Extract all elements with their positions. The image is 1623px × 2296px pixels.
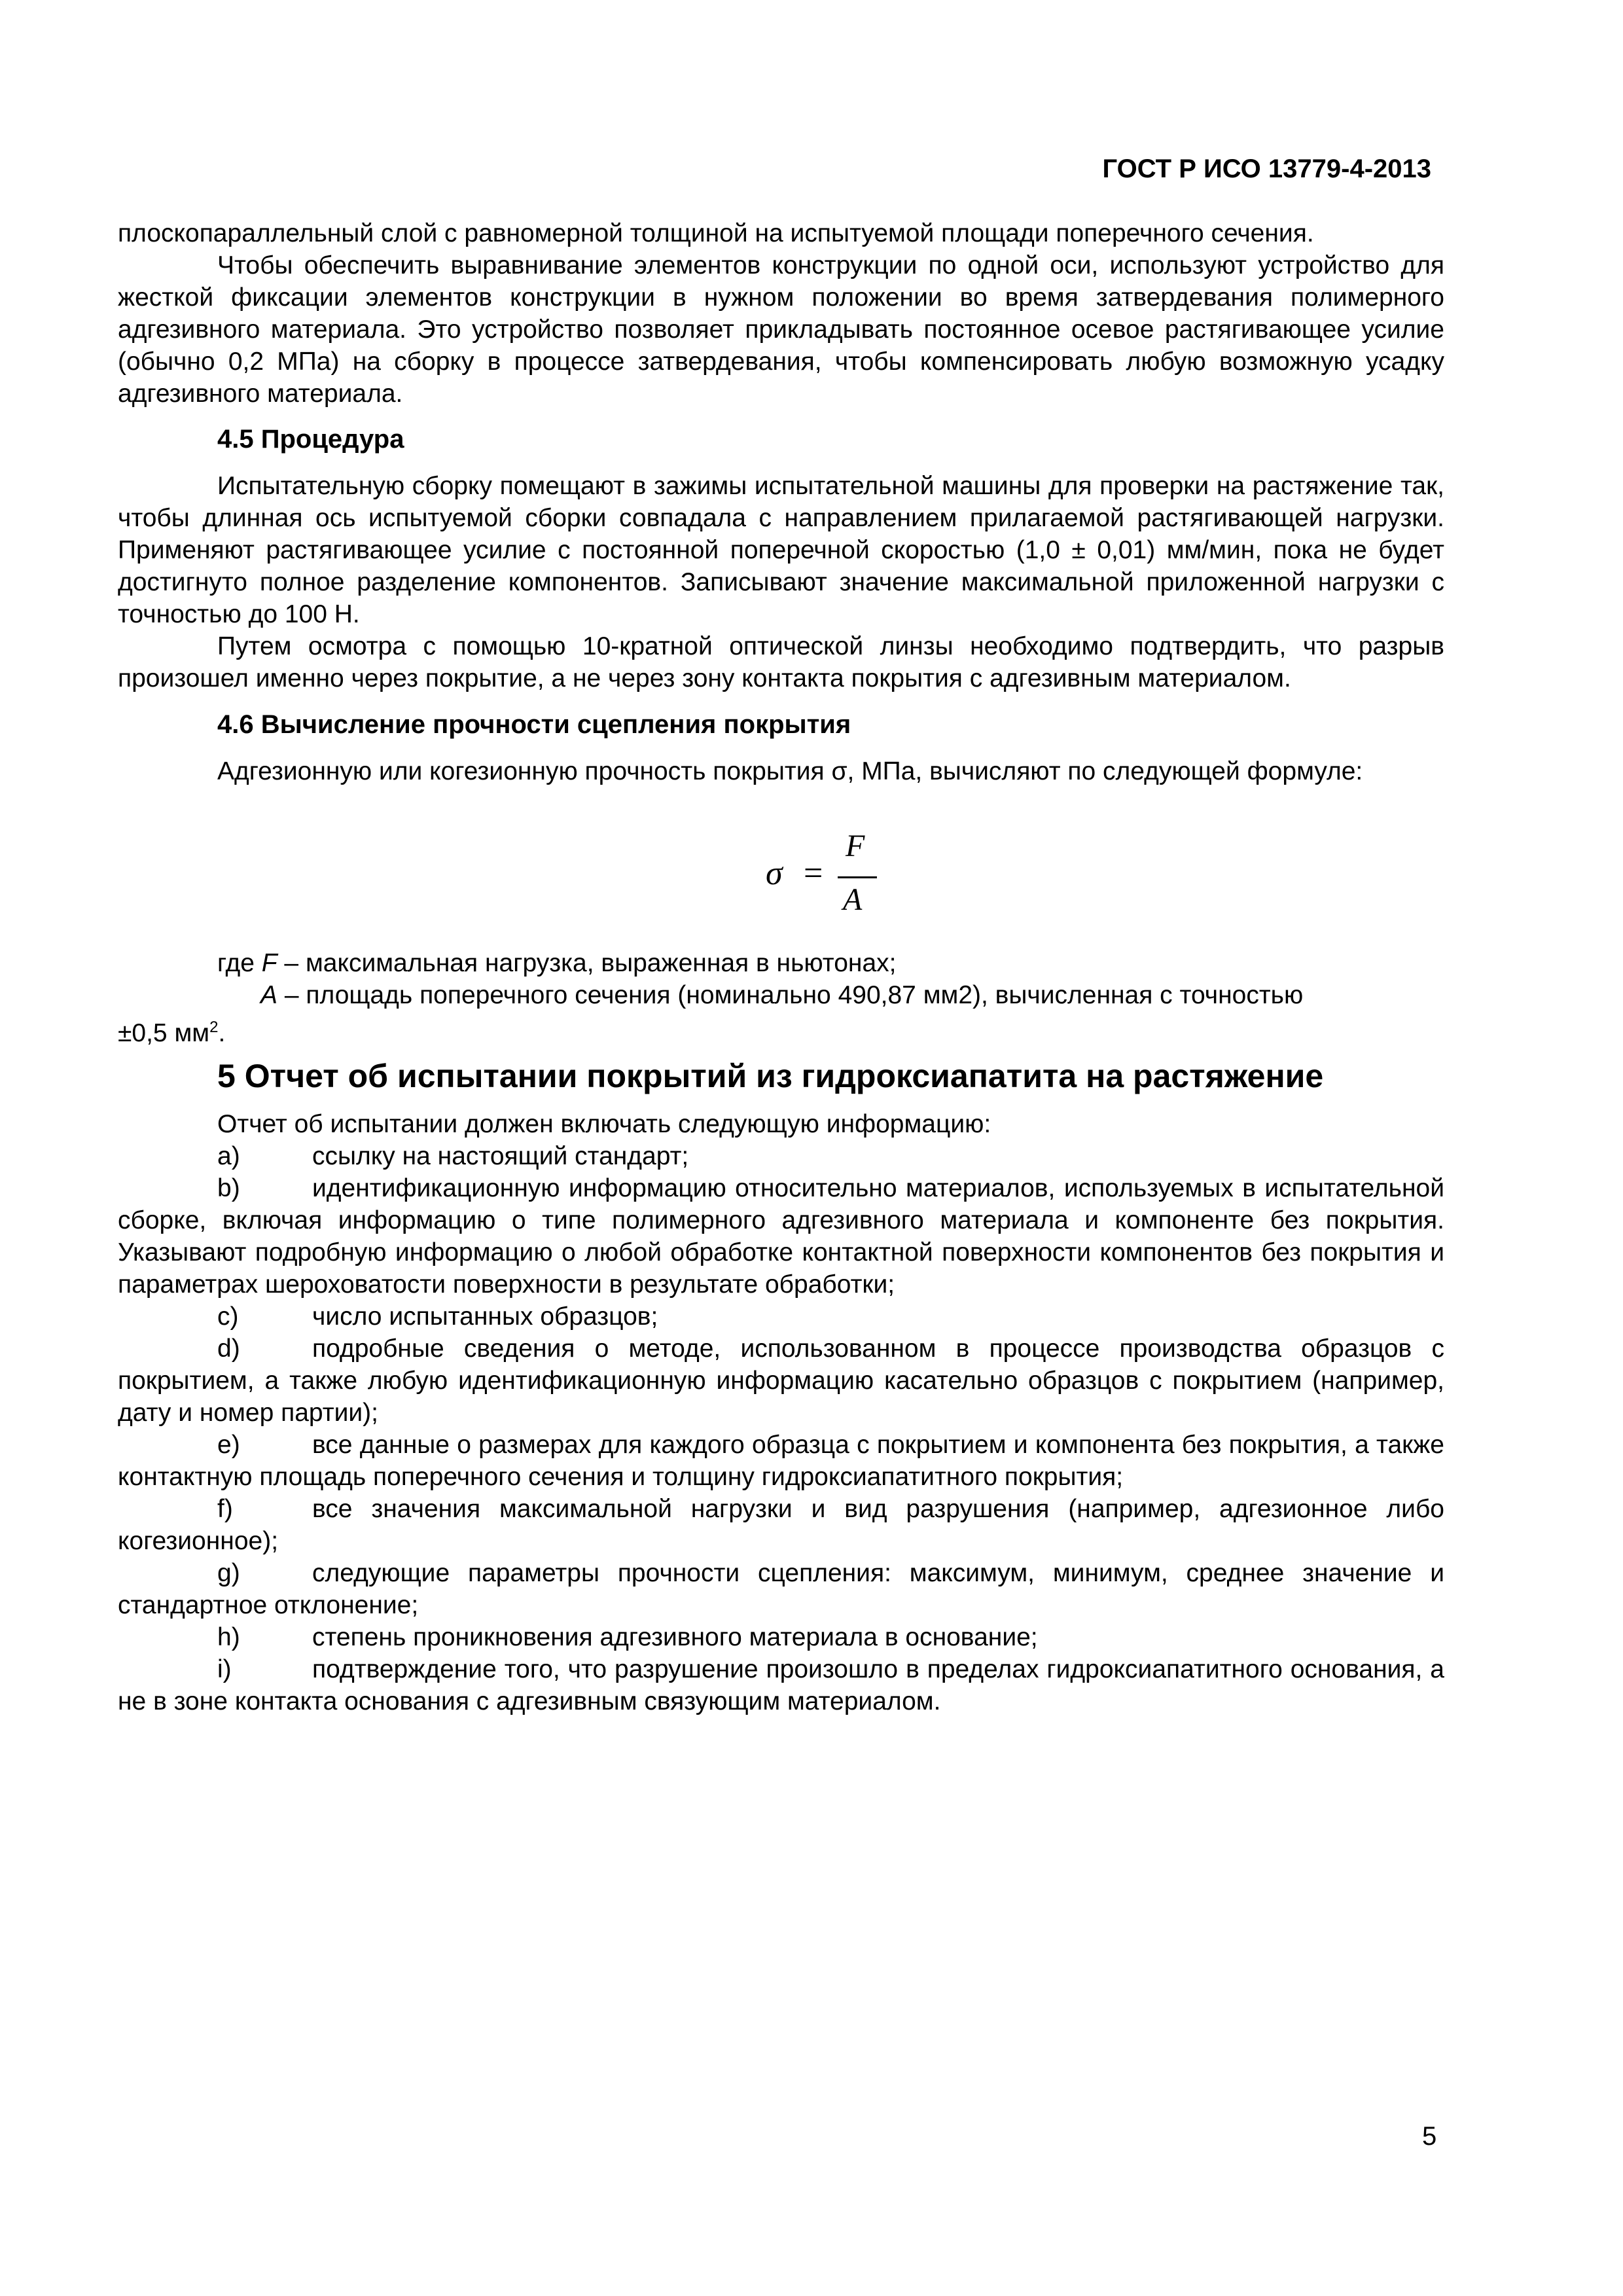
page-number: 5 (1422, 2122, 1437, 2151)
list-item-text: подтверждение того, что разрушение произошло в пределах гидроксиапатитного основания, а не в зоне контакта основания с адгезивным связующим материалом. (118, 1655, 1444, 1715)
section-5-intro: Отчет об испытании должен включать следующую информацию: (217, 1110, 991, 1138)
list-item-text: подробные сведения о методе, использованном в процессе производства образцов с покрытием, а также любую идентификационную информацию касательно образцов с покрытием (например, дату и номер партии); (118, 1335, 1444, 1427)
intro-block (118, 217, 1444, 410)
list-item-label: g) (217, 1559, 240, 1587)
formula-sigma: σ (766, 855, 783, 892)
legend-f-symbol: F (261, 949, 277, 977)
list-item (118, 1172, 1444, 1300)
legend-f (118, 947, 1444, 979)
list-item-label: h) (217, 1623, 240, 1651)
formula-fraction-bar (838, 876, 877, 878)
list-item (118, 1429, 1444, 1493)
list-item (118, 1140, 1444, 1172)
formula-numerator: F (846, 829, 865, 863)
section-4-5 (118, 423, 1444, 694)
formula-denominator: A (843, 882, 863, 917)
list-item (118, 1300, 1444, 1333)
intro-paragraph-1: плоскопараллельный слой с равномерной толщиной на испытуемой площади поперечного сечения. (118, 219, 1314, 247)
list-item-text: идентификационную информацию относительно материалов, используемых в испытательной сборке, включая информацию о типе полимерного адгезивного материала и компоненте без покрытия. Указывают подробную информацию о любой обработке контактной поверхности компонентов без покрытия и параметрах шероховатости поверхности в результате обработки; (118, 1174, 1444, 1299)
legend-a-tail: ±0,5 мм (118, 1019, 210, 1047)
legend-where-word: где (217, 949, 255, 977)
formula-equals: = (804, 855, 823, 892)
document-header-standard: ГОСТ Р ИСО 13779-4-2013 (1102, 154, 1431, 183)
list-item (118, 1653, 1444, 1717)
section-4-5-paragraph-1: Испытательную сборку помещают в зажимы испытательной машины для проверки на растяжение так, чтобы длинная ось испытуемой сборки совпадала с направлением прилагаемой растягивающей нагрузки. Применяют растягивающее усилие с постоянной поперечной скоростью (1,0 ± 0,01) мм/мин, пока не будет достигнуто полное разделение компонентов. Записывают значение максимальной приложенной нагрузки с точностью до 100 Н. (118, 472, 1444, 628)
legend-a-superscript: 2 (209, 1018, 219, 1036)
legend-a-symbol: A (260, 981, 278, 1009)
list-item-text: все значения максимальной нагрузки и вид разрушения (например, адгезионное либо когезионное); (118, 1495, 1444, 1555)
strength-formula (766, 828, 877, 926)
formula-legend (118, 947, 1444, 1049)
section-4-5-title: 4.5 Процедура (217, 425, 404, 454)
list-item (118, 1333, 1444, 1429)
section-5-title: 5 Отчет об испытании покрытий из гидроксиапатита на растяжение (217, 1058, 1324, 1094)
list-item (118, 1493, 1444, 1557)
list-item-text: все данные о размерах для каждого образца с покрытием и компонента без покрытия, а также контактную площадь поперечного сечения и толщину гидроксиапатитного покрытия; (118, 1431, 1444, 1491)
legend-a-text: – площадь поперечного сечения (номинально 490,87 мм2), вычисленная с точностью (277, 981, 1304, 1009)
legend-a-continuation (118, 1011, 1444, 1049)
list-item (118, 1621, 1444, 1653)
list-item-text: степень проникновения адгезивного материала в основание; (312, 1623, 1038, 1651)
section-4-5-paragraph-2: Путем осмотра с помощью 10-кратной оптической линзы необходимо подтвердить, что разрыв произошел именно через покрытие, а не через зону контакта покрытия с адгезивным материалом. (118, 632, 1444, 692)
section-5-body (118, 1108, 1444, 1717)
list-item-text: ссылку на настоящий стандарт; (312, 1142, 689, 1170)
list-item-label: i) (217, 1655, 232, 1683)
section-4-6 (118, 709, 1444, 787)
list-item (118, 1557, 1444, 1621)
list-item-label: e) (217, 1431, 240, 1459)
list-item-text: следующие параметры прочности сцепления: максимум, минимум, среднее значение и стандартное отклонение; (118, 1559, 1444, 1619)
list-item-label: c) (217, 1302, 239, 1331)
list-item-text: число испытанных образцов; (312, 1302, 658, 1331)
list-item-label: a) (217, 1142, 240, 1170)
list-item-label: d) (217, 1335, 240, 1363)
legend-a-end: . (218, 1019, 226, 1047)
list-item-label: f) (217, 1495, 233, 1523)
section-4-6-paragraph-1: Адгезионную или когезионную прочность покрытия σ, МПа, вычисляют по следующей формуле: (217, 757, 1363, 785)
list-item-label: b) (217, 1174, 240, 1202)
legend-a (118, 979, 1444, 1011)
intro-paragraph-2: Чтобы обеспечить выравнивание элементов конструкции по одной оси, используют устройство для жесткой фиксации элементов конструкции в нужном положении во время затвердевания полимерного адгезивного материала. Это устройство позволяет прикладывать постоянное осевое растягивающее усилие (обычно 0,2 МПа) на сборку в процессе затвердевания, чтобы компенсировать любую возможную усадку адгезивного материала. (118, 251, 1444, 408)
legend-f-text: – максимальная нагрузка, выраженная в ньютонах; (277, 949, 897, 977)
section-4-6-title: 4.6 Вычисление прочности сцепления покрытия (217, 710, 851, 739)
